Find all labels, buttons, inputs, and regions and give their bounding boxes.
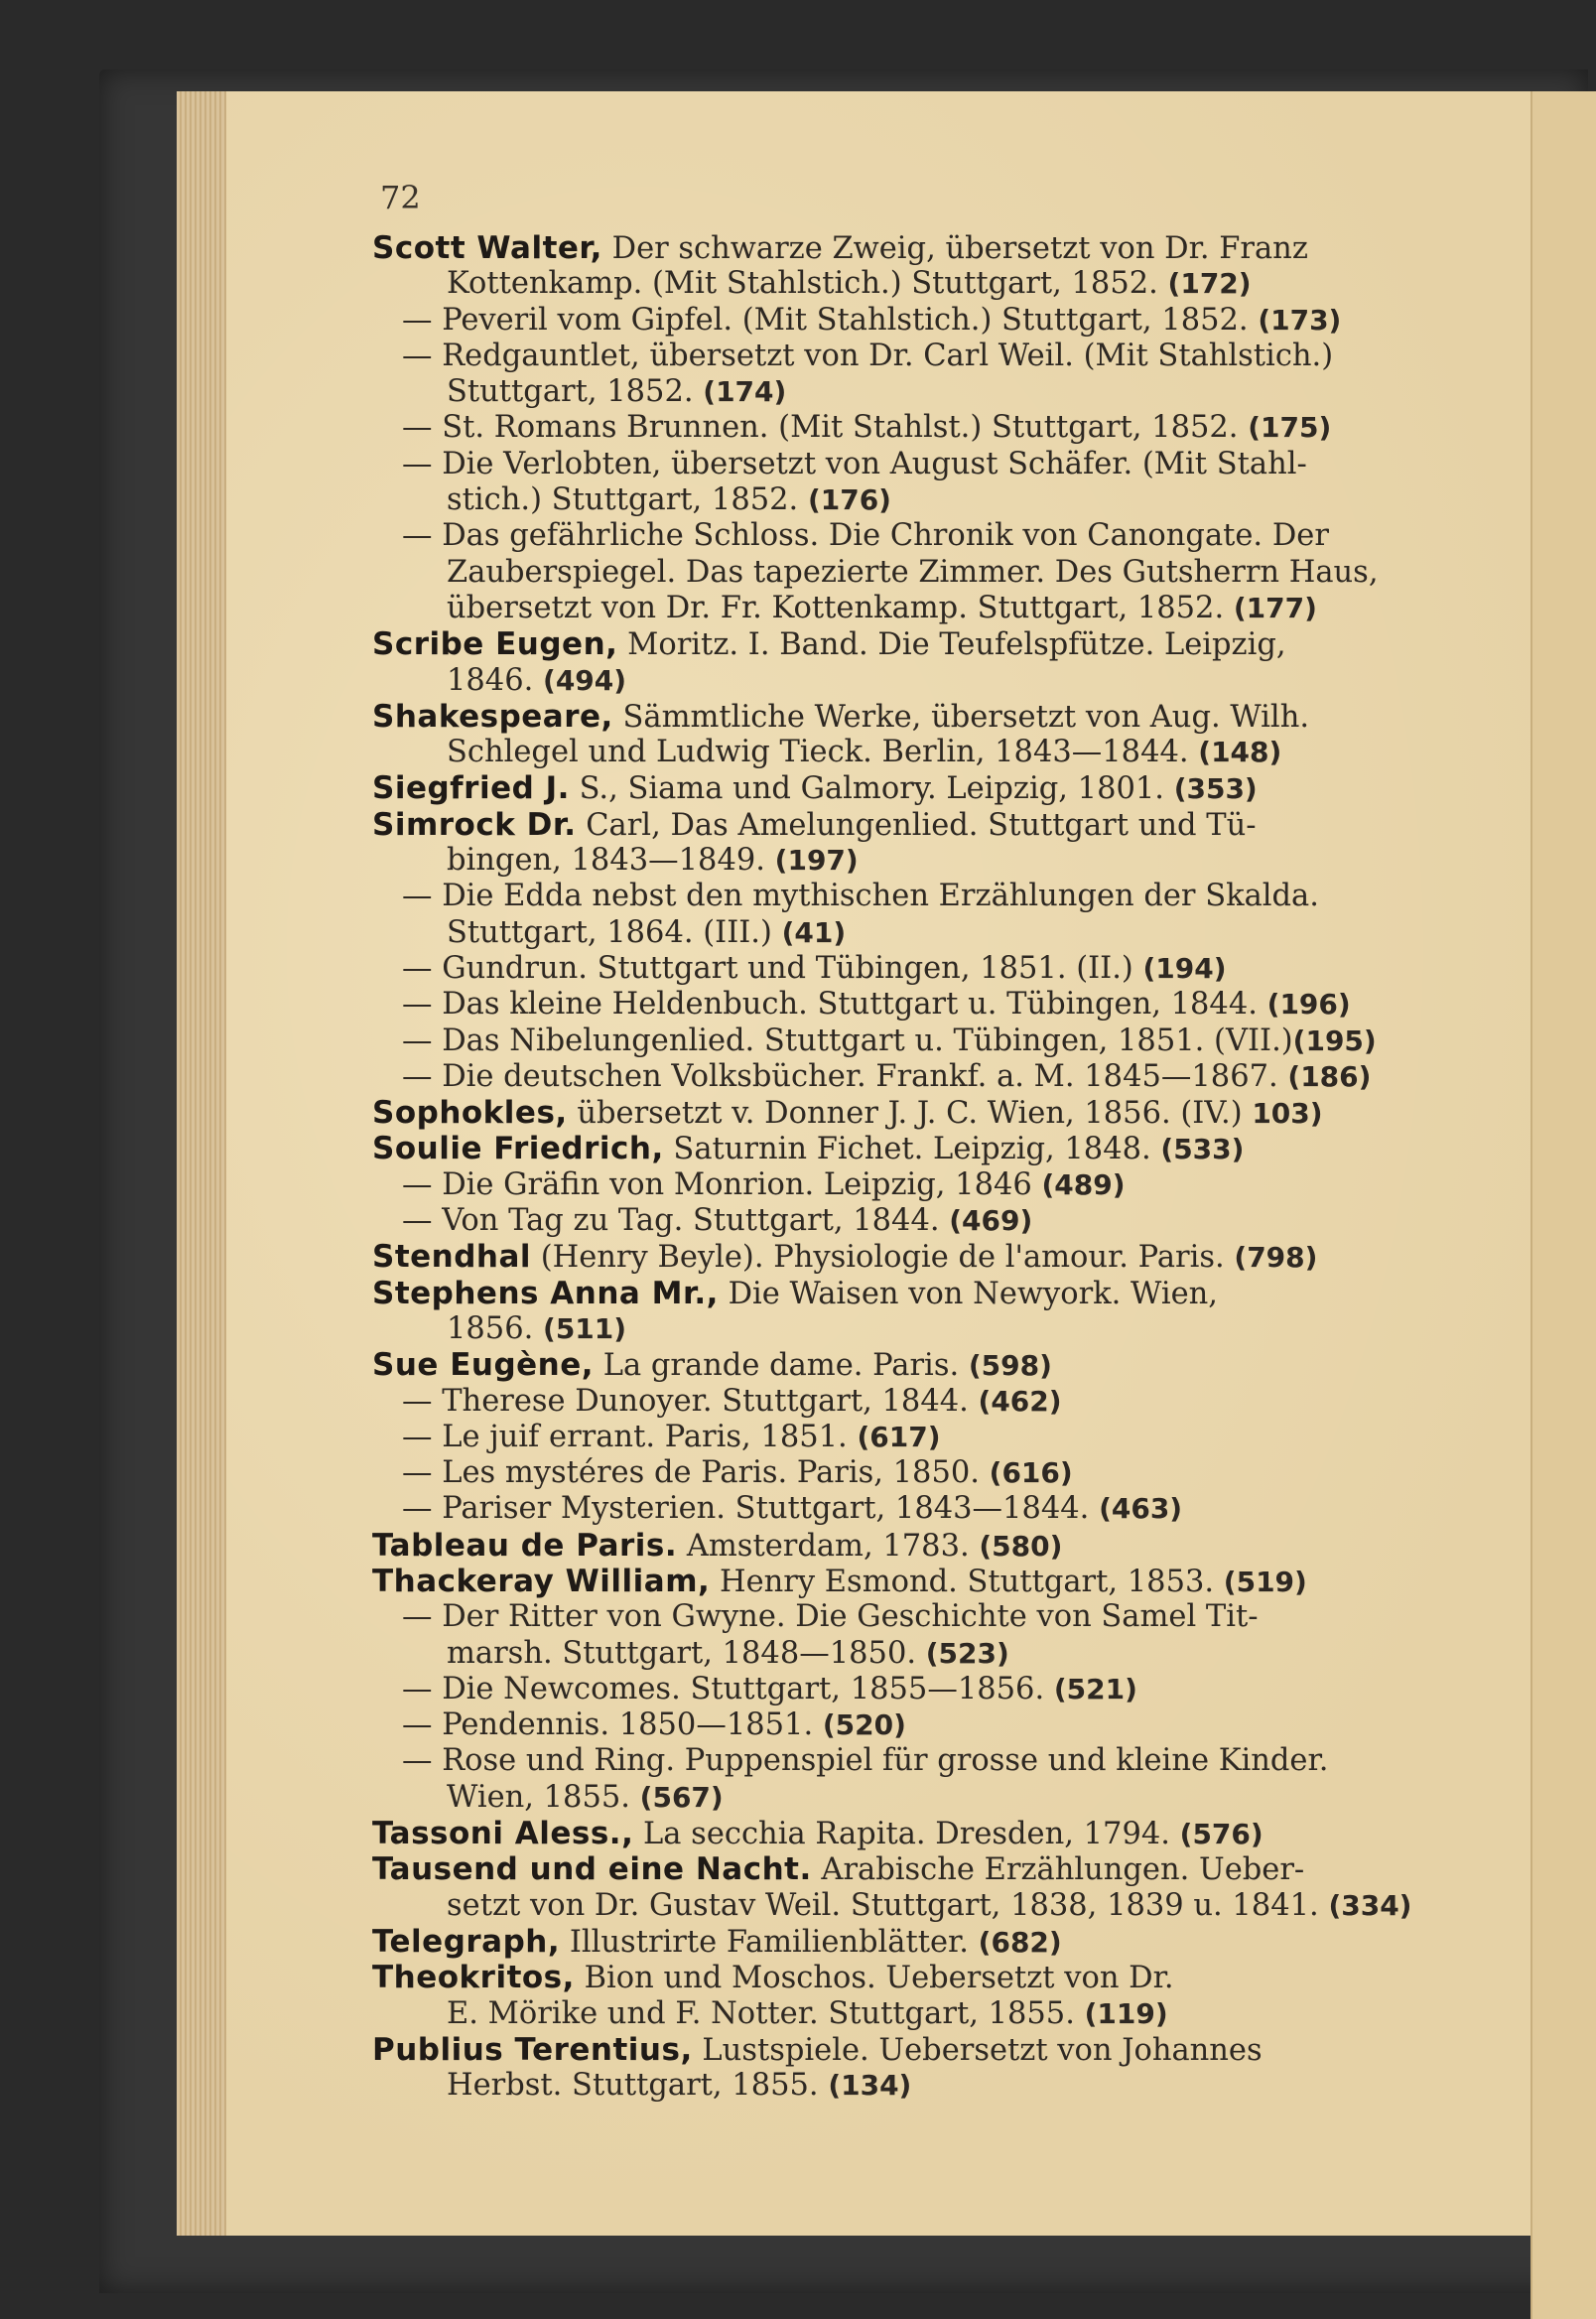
catalog-entry-heading: Thackeray William, Henry Esmond. Stuttgart, 1853. (519) [372,1563,1307,1599]
catalog-entry-line: — Pendennis. 1850—1851. (520) [372,1707,1444,1743]
catalog-entry-line: — Die Gräfin von Monrion. Leipzig, 1846 (489) [372,1167,1444,1203]
catalog-entry-line: 1846. (494) [447,662,627,698]
catalog-entry-heading: Siegfried J. S., Siama und Galmory. Leipzig, 1801. (353) [372,770,1258,807]
catalog-entry-line: — Das gefährliche Schloss. Die Chronik von Canongate. Der [372,518,1444,554]
catalog-entry-line: Stuttgart, 1864. (III.) (41) [447,914,847,950]
catalog-entry-heading: Theokritos, Bion und Moschos. Uebersetzt von Dr. [372,1960,1174,1996]
catalog-entry-line: Schlegel und Ludwig Tieck. Berlin, 1843—1844. (148) [447,735,1282,770]
catalog-entry-line: — Gundrun. Stuttgart und Tübingen, 1851. (II.) (194) [372,951,1444,987]
catalog-entry-heading: Simrock Dr. Carl, Das Amelungenlied. Stuttgart und Tü- [372,806,1257,843]
catalog-entry-line: E. Mörike und F. Notter. Stuttgart, 1855. (119) [447,1995,1168,2031]
catalog-entry-heading: Sue Eugène, La grande dame. Paris. (598) [372,1347,1052,1384]
catalog-entry-line: — Von Tag zu Tag. Stuttgart, 1844. (469) [372,1203,1444,1239]
catalog-entry-line: — Der Ritter von Gwyne. Die Geschichte von Samel Tit- [372,1599,1444,1635]
catalog-entry-line: — Das Nibelungenlied. Stuttgart u. Tübingen, 1851. (VII.) (195) [372,1023,1444,1059]
catalog-entry-line: Herbst. Stuttgart, 1855. (134) [447,2068,912,2104]
catalog-entry-line: setzt von Dr. Gustav Weil. Stuttgart, 1838, 1839 u. 1841. (334) [447,1887,1412,1923]
catalog-entry-line: bingen, 1843—1849. (197) [447,843,859,879]
catalog-entry-heading: Tableau de Paris. Amsterdam, 1783. (580) [372,1527,1063,1564]
catalog-entry-line: 1856. (511) [447,1310,627,1346]
catalog-entry-heading: Sophokles, übersetzt v. Donner J. J. C. Wien, 1856. (IV.) 103) [372,1095,1323,1132]
catalog-entry-line: — Peveril vom Gipfel. (Mit Stahlstich.) Stuttgart, 1852. (173) [372,303,1444,339]
catalog-entry-heading: Scribe Eugen, Moritz. I. Band. Die Teufelspfütze. Leipzig, [372,626,1286,663]
catalog-entry-line: — Pariser Mysterien. Stuttgart, 1843—1844. (463) [372,1491,1444,1527]
catalog-entry-heading: Soulie Friedrich, Saturnin Fichet. Leipzig, 1848. (533) [372,1131,1245,1167]
catalog-entry-heading: Stephens Anna Mr., Die Waisen von Newyork. Wien, [372,1275,1218,1311]
catalog-entry-heading: Scott Walter, Der schwarze Zweig, übersetzt von Dr. Franz [372,230,1308,266]
catalog-entry-line: stich.) Stuttgart, 1852. (176) [447,482,891,518]
catalog-entry-line: — Rose und Ring. Puppenspiel für grosse und kleine Kinder. [372,1743,1444,1779]
catalog-entry-line: — Les mystéres de Paris. Paris, 1850. (616) [372,1455,1444,1491]
catalog-entry-heading: Telegraph, Illustrirte Familienblätter. (682) [372,1923,1062,1960]
catalog-entry-heading: Stendhal (Henry Beyle). Physiologie de l'amour. Paris. (798) [372,1239,1318,1276]
catalog-entry-line: — Die deutschen Volksbücher. Frankf. a. M. 1845—1867. (186) [372,1059,1444,1095]
catalog-entries [372,230,1444,2104]
catalog-entry-line: — Die Newcomes. Stuttgart, 1855—1856. (521) [372,1672,1444,1707]
catalog-entry-line: Stuttgart, 1852. (174) [447,374,787,410]
catalog-entry-heading: Tausend und eine Nacht. Arabische Erzählungen. Ueber- [372,1851,1305,1888]
catalog-entry-heading: Tassoni Aless., La secchia Rapita. Dresden, 1794. (576) [372,1816,1264,1852]
facing-page-edge [1530,91,1596,2319]
catalog-entry-line: marsh. Stuttgart, 1848—1850. (523) [447,1635,1009,1671]
catalog-entry-line: Kottenkamp. (Mit Stahlstich.) Stuttgart, 1852. (172) [447,266,1252,302]
catalog-entry-line: übersetzt von Dr. Fr. Kottenkamp. Stuttgart, 1852. (177) [447,590,1317,625]
catalog-entry-line: — St. Romans Brunnen. (Mit Stahlst.) Stuttgart, 1852. (175) [372,410,1444,446]
catalog-entry-line: Wien, 1855. (567) [447,1779,724,1815]
catalog-entry-heading: Shakespeare, Sämmtliche Werke, übersetzt von Aug. Wilh. [372,698,1310,735]
catalog-entry-line: — Die Verlobten, übersetzt von August Schäfer. (Mit Stahl- [372,447,1444,482]
catalog-entry-line: — Redgauntlet, übersetzt von Dr. Carl Weil. (Mit Stahlstich.) [372,339,1444,374]
page-number: 72 [380,179,421,216]
catalog-entry-heading: Publius Terentius, Lustspiele. Uebersetzt von Johannes [372,2031,1263,2068]
catalog-entry-line: Zauberspiegel. Das tapezierte Zimmer. Des Gutsherrn Haus, [447,554,1379,590]
catalog-entry-line: — Das kleine Heldenbuch. Stuttgart u. Tübingen, 1844. (196) [372,987,1444,1023]
catalog-entry-line: — Die Edda nebst den mythischen Erzählungen der Skalda. [372,879,1444,914]
catalog-entry-line: — Therese Dunoyer. Stuttgart, 1844. (462) [372,1384,1444,1420]
catalog-entry-line: — Le juif errant. Paris, 1851. (617) [372,1420,1444,1455]
